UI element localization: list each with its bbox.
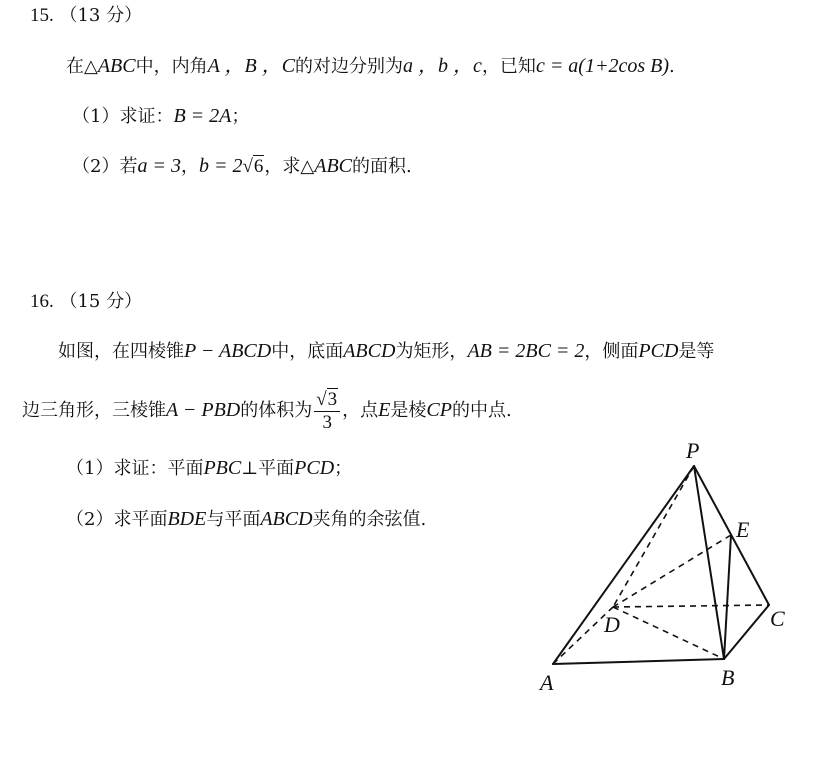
q16-perp: ⊥平面 <box>241 458 295 479</box>
q15-given-formula: c = a(1+2cos B) <box>535 55 670 77</box>
edge-db <box>613 607 724 659</box>
q15-sides: a ，b ，c <box>403 55 482 77</box>
q16-number: 16. <box>30 291 54 312</box>
label-p: P <box>686 438 700 463</box>
label-a: A <box>540 670 554 695</box>
label-e: E <box>736 517 750 542</box>
edge-be <box>724 535 731 659</box>
edge-pa <box>553 466 694 664</box>
q15-part2-b: b = 2 <box>198 155 243 177</box>
q15-part1-label: （1）求证： <box>72 106 174 127</box>
q15-part2-mid: ，求△ <box>264 156 315 177</box>
q15-triangle-label: ABC <box>97 55 136 77</box>
q16-base: ABCD <box>343 340 396 362</box>
q15-part2-radicand: 6 <box>253 156 264 177</box>
q15-part1-formula: B = 2A <box>173 105 232 127</box>
q16-score: （15 分） <box>59 291 143 312</box>
q16-stem-text: 的中点. <box>451 400 512 421</box>
label-b: B <box>721 665 735 690</box>
q15-part1-end: ； <box>231 106 250 127</box>
q15-stem-text: ，已知 <box>481 56 536 77</box>
q15-part2-triangle: ABC <box>314 155 353 177</box>
q16-stem-text: 是等 <box>678 341 715 362</box>
q16-frac-numerator: 3 <box>327 388 338 410</box>
q15-part2-label: （2）若 <box>72 156 138 177</box>
q15-part2-end: 的面积. <box>352 156 412 177</box>
q16-plane-pbc: PBC <box>203 457 242 479</box>
q15-part2-a: a = 3 <box>137 155 181 177</box>
q16-part1-label: （1）求证：平面 <box>66 458 204 479</box>
q15-stem-text: 在△ <box>66 56 98 77</box>
q15-angles: A ，B ，C <box>207 55 296 77</box>
q15-stem-text: . <box>669 56 675 77</box>
q15-stem-text: 中，内角 <box>135 56 208 77</box>
q16-part2-mid: 与平面 <box>206 509 261 530</box>
q16-stem-text: 为矩形， <box>395 341 468 362</box>
q16-face: PCD <box>638 340 679 362</box>
edge-ab <box>553 659 724 664</box>
q16-edge-cp: CP <box>426 399 452 421</box>
q16-stem-text: 是棱 <box>390 400 427 421</box>
q16-stem-text: ，侧面 <box>584 341 639 362</box>
q15-score: （13 分） <box>59 5 143 26</box>
q16-point-e: E <box>378 399 391 421</box>
q16-tetra: A − PBD <box>166 399 241 421</box>
q16-plane-abcd: ABCD <box>260 508 313 530</box>
q16-part2-label: （2）求平面 <box>66 509 168 530</box>
q16-equation: AB = 2BC = 2 <box>467 340 585 362</box>
q16-stem-text: ，点 <box>342 400 379 421</box>
q16-part1-end: ； <box>334 458 353 479</box>
edge-bc <box>724 605 769 659</box>
q15-number: 15. <box>30 5 54 26</box>
label-c: C <box>770 606 785 631</box>
q16-stem-text: 的体积为 <box>240 400 313 421</box>
q15-part2-sep: ， <box>180 156 199 177</box>
q15-stem-text: 的对边分别为 <box>295 56 404 77</box>
q16-stem-text: 如图，在四棱锥 <box>58 341 184 362</box>
q16-part2-end: 夹角的余弦值. <box>312 509 427 530</box>
q15-part2: （2）若a = 3，b = 2√6，求△ABC的面积. <box>72 155 412 177</box>
q16-plane-pcd: PCD <box>294 457 335 479</box>
q16-pyramid: P − ABCD <box>184 340 272 362</box>
q16-plane-bde: BDE <box>167 508 207 530</box>
label-d: D <box>604 612 620 637</box>
q16-stem-text: 中，底面 <box>271 341 344 362</box>
edge-pd <box>613 466 694 607</box>
q16-frac-denominator: 3 <box>322 411 332 433</box>
q16-stem-text: 边三角形，三棱锥 <box>22 400 166 421</box>
edge-dc <box>613 605 769 607</box>
q16-volume-fraction: $\frac{√3}{3}$ <box>314 389 340 434</box>
